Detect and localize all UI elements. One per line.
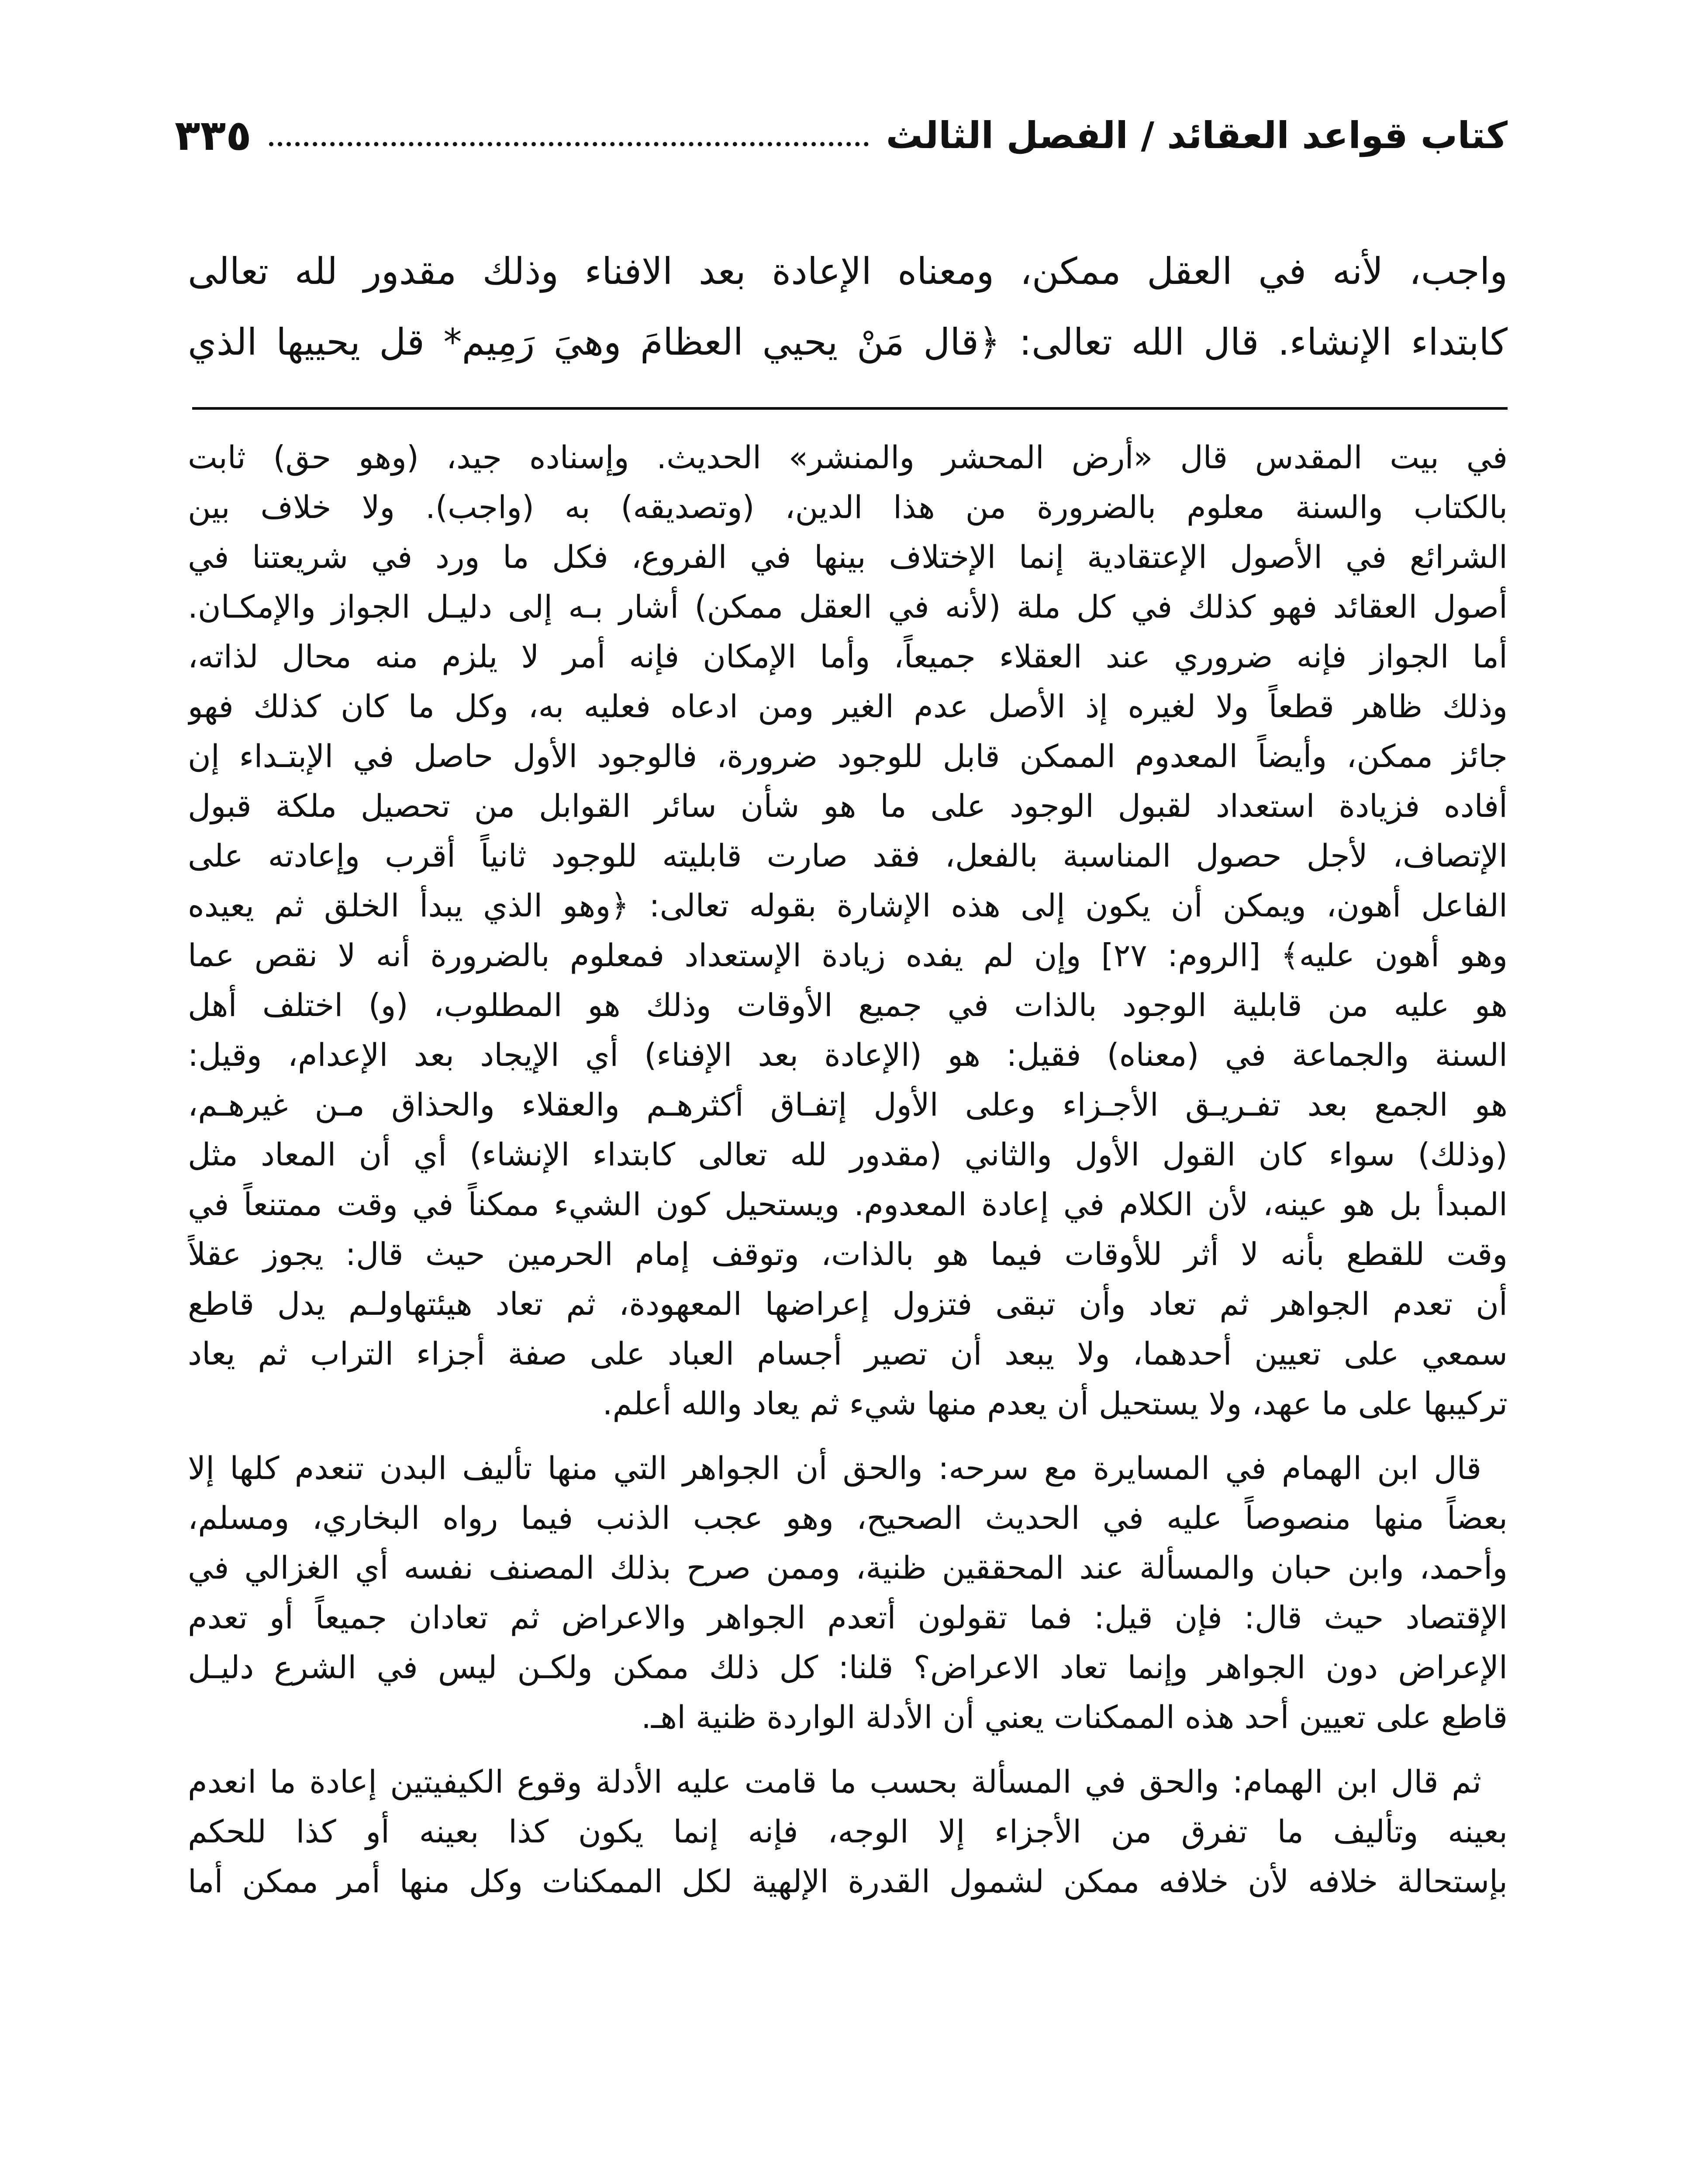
commentary-line: أما الجواز فإنه ضروري عند العقلاء جميعاً، وأما الإمكان فإنه أمر لا يلزم منه محال لذاته، (188, 638, 1508, 675)
header-title: كتاب قواعد العقائد / الفصل الثالث (886, 114, 1508, 157)
commentary-line: (وذلك) سواء كان القول الأول والثاني (مقدور لله تعالى كابتداء الإنشاء) أي أن المعاد مثل (188, 1136, 1508, 1173)
commentary-line: الإعراض دون الجواهر وإنما تعاد الاعراض؟ قلنا: كل ذلك ممكن ولكـن ليس في الشرع دليـل (188, 1649, 1508, 1686)
main-text-line: واجب، لأنه في العقل ممكن، ومعناه الإعادة بعد الافناء وذلك مقدور لله تعالى (188, 250, 1508, 293)
header-leader-dots (269, 142, 869, 146)
commentary-line: في بيت المقدس قال «أرض المحشر والمنشر» الحديث. وإسناده جيد، (وهو حق) ثابت (188, 439, 1508, 476)
commentary-section (188, 432, 1508, 1921)
commentary-line: وأحمد، وابن حبان والمسألة عند المحققين ظنية، وممن صرح بذلك المصنف نفسه أي الغزالي في (188, 1549, 1508, 1586)
commentary-line: وقت للقطع بأنه لا أثر للأوقات فيما هو بالذات، وتوقف إمام الحرمين حيث قال: يجوز عقلاً (188, 1236, 1508, 1272)
commentary-line: السنة والجماعة في (معناه) فقيل: هو (الإعادة بعد الإفناء) أي الإيجاد بعد الإعدام، وقيل: (188, 1037, 1508, 1073)
commentary-line: الشرائع في الأصول الإعتقادية إنما الإختلاف بينها في الفروع، فكل ما ورد في شريعتنا في (188, 539, 1508, 575)
commentary-line: المبدأ بل هو عينه، لأن الكلام في إعادة المعدوم. ويستحيل كون الشيء ممكناً في وقت ممتنعاً في (188, 1186, 1508, 1223)
commentary-line: قاطع على تعيين أحد هذه الممكنات يعني أن الأدلة الواردة ظنية اهـ. (641, 1699, 1508, 1735)
commentary-line: بعينه وتأليف ما تفرق من الأجزاء إلا الوجه، فإنه إنما يكون كذا بعينه أو كذا للحكم (188, 1813, 1508, 1850)
commentary-line: أصول العقائد فهو كذلك في كل ملة (لأنه في العقل ممكن) أشار بـه إلى دليـل الجواز والإمكـان. (188, 588, 1508, 625)
commentary-paragraph (188, 1443, 1508, 1742)
commentary-line: سمعي على تعيين أحدهما، ولا يبعد أن تصير أجسام العباد على صفة أجزاء التراب ثم يعاد (188, 1335, 1508, 1372)
commentary-line: أفاده فزيادة استعداد لقبول الوجود على ما هو شأن سائر القوابل من تحصيل ملكة قبول (188, 788, 1508, 824)
commentary-line: هو عليه من قابلية الوجود بالذات في جميع الأوقات وذلك هو المطلوب، (و) اختلف أهل (188, 987, 1508, 1023)
commentary-line: الإتصاف، لأجل حصول المناسبة بالفعل، فقد صارت قابليته للوجود ثانياً أقرب وإعادته على (188, 837, 1508, 874)
commentary-line: بإستحالة خلافه لأن خلافه ممكن لشمول القدرة الإلهية لكل الممكنات وكل منها أمر ممكن أما (188, 1863, 1508, 1900)
commentary-line: هو الجمع بعد تفـريـق الأجـزاء وعلى الأول إتفـاق أكثرهـم والعقلاء والحذاق مـن غيرهـم، (188, 1086, 1508, 1123)
main-text (188, 236, 1508, 377)
commentary-line: ثم قال ابن الهمام: والحق في المسألة بحسب ما قامت عليه الأدلة وقوع الكيفيتين إعادة ما انعدم (188, 1763, 1481, 1800)
commentary-line: الفاعل أهون، ويمكن أن يكون إلى هذه الإشارة بقوله تعالى: ﴿وهو الذي يبدأ الخلق ثم يعيده (188, 887, 1508, 924)
commentary-line: وهو أهون عليه﴾ [الروم: ٢٧] وإن لم يفده زيادة الإستعداد فمعلوم بالضرورة أنه لا نقص عما (188, 937, 1508, 974)
commentary-paragraph (188, 432, 1508, 1428)
commentary-line: بعضاً منها منصوصاً عليه في الحديث الصحيح، وهو عجب الذنب فيما رواه البخاري، ومسلم، (188, 1500, 1508, 1536)
commentary-line: قال ابن الهمام في المسايرة مع سرحه: والحق أن الجواهر التي منها تأليف البدن تنعدم كلها إلا (188, 1450, 1481, 1486)
commentary-line: بالكتاب والسنة معلوم بالضرورة من هذا الدين، (وتصديقه) به (واجب). ولا خلاف بين (188, 489, 1508, 525)
main-text-line: كابتداء الإنشاء. قال الله تعالى: ﴿قال مَنْ يحيي العظامَ وهيَ رَمِيم* قل يحييها الذي (188, 321, 1508, 363)
separator-rule (192, 407, 1508, 410)
commentary-paragraph (188, 1757, 1508, 1906)
commentary-line: تركيبها على ما عهد، ولا يستحيل أن يعدم منها شيء ثم يعاد والله أعلم. (602, 1385, 1508, 1422)
commentary-line: جائز ممكن، وأيضاً المعدوم الممكن قابل للوجود ضرورة، فالوجود الأول حاصل في الإبتـداء إن (188, 738, 1508, 774)
running-header (175, 103, 1508, 168)
commentary-line: وذلك ظاهر قطعاً ولا لغيره إذ الأصل عدم الغير ومن ادعاه فعليه به، وكل ما كان كذلك فهو (188, 688, 1508, 725)
commentary-line: الإقتصاد حيث قال: فإن قيل: فما تقولون أتعدم الجواهر والاعراض ثم تعادان جميعاً أو تعدم (188, 1599, 1508, 1636)
commentary-line: أن تعدم الجواهر ثم تعاد وأن تبقى فتزول إعراضها المعهودة، ثم تعاد هيئتهاولـم يدل قاطع (188, 1286, 1508, 1322)
page-number: ٣٣٥ (175, 111, 252, 160)
